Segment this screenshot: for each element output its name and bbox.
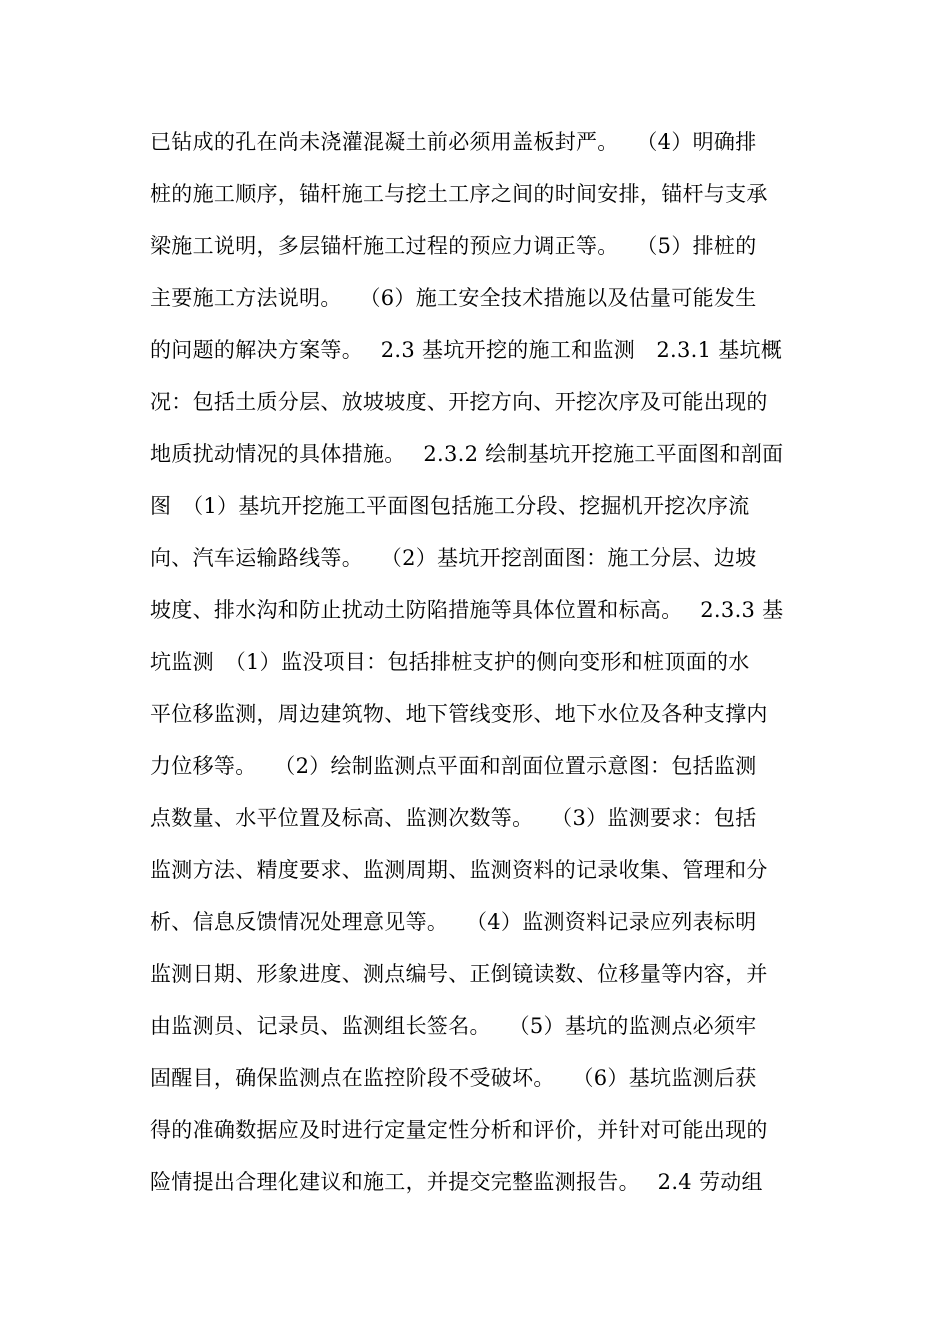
text-line-10: 坡度、排水沟和防止扰动土防陷措施等具体位置和标高。 2.3.3 基 bbox=[150, 598, 784, 622]
text-line-19: 固醒目，确保监测点在监控阶段不受破坏。 （6）基坑监测后获 bbox=[150, 1066, 757, 1090]
text-line-12: 平位移监测，周边建筑物、地下管线变形、地下水位及各种支撑内 bbox=[150, 702, 768, 726]
text-line-2: 桩的施工顺序，锚杆施工与挖土工序之间的时间安排，锚杆与支承 bbox=[150, 182, 768, 206]
text-line-9: 向、汽车运输路线等。 （2）基坑开挖剖面图：施工分层、边坡 bbox=[150, 546, 757, 570]
text-line-6: 况：包括土质分层、放坡坡度、开挖方向、开挖次序及可能出现的 bbox=[150, 390, 768, 414]
text-line-3: 梁施工说明，多层锚杆施工过程的预应力调正等。 （5）排桩的 bbox=[150, 234, 757, 258]
text-line-21: 险情提出合理化建议和施工，并提交完整监测报告。 2.4 劳动组 bbox=[150, 1170, 763, 1194]
text-line-11: 坑监测 （1）监没项目：包括排桩支护的侧向变形和桩顶面的水 bbox=[150, 650, 750, 674]
text-line-8: 图 （1）基坑开挖施工平面图包括施工分段、挖掘机开挖次序流 bbox=[150, 494, 750, 518]
text-line-20: 得的准确数据应及时进行定量定性分析和评价，并针对可能出现的 bbox=[150, 1118, 768, 1142]
text-line-17: 监测日期、形象进度、测点编号、正倒镜读数、位移量等内容，并 bbox=[150, 962, 768, 986]
text-line-18: 由监测员、记录员、监测组长签名。 （5）基坑的监测点必须牢 bbox=[150, 1014, 757, 1038]
text-line-4: 主要施工方法说明。 （6）施工安全技术措施以及估量可能发生 bbox=[150, 286, 757, 310]
text-line-5: 的问题的解决方案等。 2.3 基坑开挖的施工和监测 2.3.1 基坑概 bbox=[150, 338, 783, 362]
body-text bbox=[150, 116, 810, 1208]
text-line-14: 点数量、水平位置及标高、监测次数等。 （3）监测要求：包括 bbox=[150, 806, 757, 830]
text-line-1: 已钻成的孔在尚未浇灌混凝土前必须用盖板封严。 （4）明确排 bbox=[150, 130, 757, 154]
text-line-7: 地质扰动情况的具体措施。 2.3.2 绘制基坑开挖施工平面图和剖面 bbox=[150, 442, 784, 466]
text-line-15: 监测方法、精度要求、监测周期、监测资料的记录收集、管理和分 bbox=[150, 858, 768, 882]
text-line-16: 析、信息反馈情况处理意见等。 （4）监测资料记录应列表标明 bbox=[150, 910, 757, 934]
text-line-13: 力位移等。 （2）绘制监测点平面和剖面位置示意图：包括监测 bbox=[150, 754, 757, 778]
